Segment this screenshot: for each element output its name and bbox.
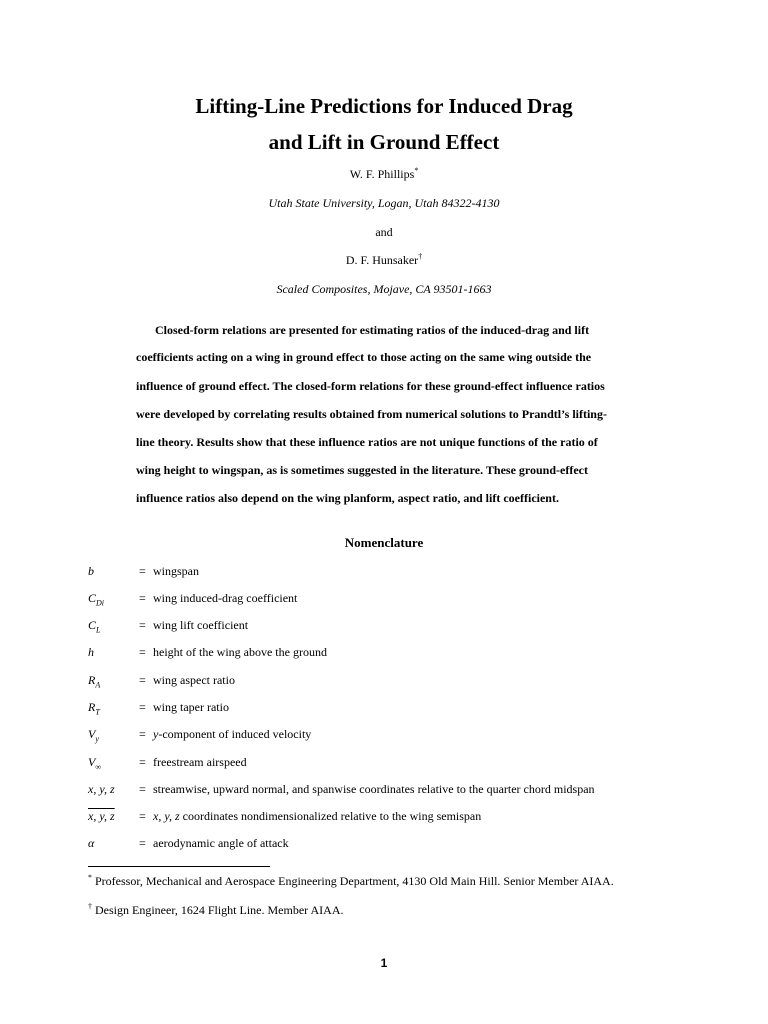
equals-sign: = xyxy=(139,727,146,741)
nomenclature-definition: y-component of induced velocity xyxy=(153,727,312,741)
equals-sign: = xyxy=(139,673,146,687)
nomenclature-definition: wing induced-drag coefficient xyxy=(153,591,298,605)
nomenclature-definition: freestream airspeed xyxy=(153,755,247,769)
author-1-name: W. F. Phillips xyxy=(349,167,415,181)
nomenclature-item xyxy=(88,700,708,716)
nomenclature-definition: wingspan xyxy=(153,564,199,578)
abstract-line: line theory. Results show that these influence ratios are not unique functions of the ratio of xyxy=(136,435,598,449)
nomenclature-definition: wing lift coefficient xyxy=(153,618,249,632)
abstract-line: influence of ground effect. The closed-form relations for these ground-effect influence ratios xyxy=(136,379,605,393)
nomenclature-definition: wing aspect ratio xyxy=(153,673,235,687)
author-2-mark: † xyxy=(418,252,423,261)
paper-title-line-1: Lifting-Line Predictions for Induced Drag xyxy=(195,94,573,118)
nomenclature-item xyxy=(88,618,708,634)
nomenclature-item xyxy=(88,727,708,743)
author-2 xyxy=(0,253,768,267)
footnote-1-text: Professor, Mechanical and Aerospace Engineering Department, 4130 Old Main Hill. Senior Member AIAA. xyxy=(95,874,614,888)
nomenclature-symbol: x, y, z xyxy=(88,809,115,823)
nomenclature-symbol: $R_A$ xyxy=(88,673,101,690)
nomenclature-symbol: h xyxy=(88,645,94,659)
nomenclature-definition: x, y, z coordinates nondimensionalized relative to the wing semispan xyxy=(153,809,482,823)
nomenclature-symbol: $C_{Di}$ xyxy=(88,591,105,608)
equals-sign: = xyxy=(139,782,146,796)
abstract-line: wing height to wingspan, as is sometimes suggested in the literature. These ground-effect xyxy=(136,463,588,477)
nomenclature-symbol: $C_L$ xyxy=(88,618,101,635)
paper-title-line-2: and Lift in Ground Effect xyxy=(268,130,500,154)
nomenclature-definition: wing taper ratio xyxy=(153,700,229,714)
author-1-affiliation: Utah State University, Logan, Utah 84322-4130 xyxy=(268,196,500,210)
abstract-line: influence ratios also depend on the wing planform, aspect ratio, and lift coefficient. xyxy=(136,491,559,505)
footnote-2-text: Design Engineer, 1624 Flight Line. Member AIAA. xyxy=(95,903,344,917)
nomenclature-symbol: $R_T$ xyxy=(88,700,100,717)
equals-sign: = xyxy=(139,618,146,632)
equals-sign: = xyxy=(139,809,146,823)
author-separator: and xyxy=(375,225,393,239)
nomenclature-symbol: $V_y$ xyxy=(88,727,99,744)
equals-sign: = xyxy=(139,836,146,850)
nomenclature-item xyxy=(88,755,708,771)
nomenclature-item xyxy=(88,645,708,661)
nomenclature-symbol: α xyxy=(88,836,95,850)
nomenclature-definition: aerodynamic angle of attack xyxy=(153,836,289,850)
nomenclature-item xyxy=(88,809,708,825)
abstract-line: coefficients acting on a wing in ground effect to those acting on the same wing outside the xyxy=(136,350,592,364)
nomenclature-definition: height of the wing above the ground xyxy=(153,645,327,659)
equals-sign: = xyxy=(139,591,146,605)
nomenclature-definition: streamwise, upward normal, and spanwise coordinates relative to the quarter chord midspan xyxy=(153,782,595,796)
nomenclature-heading: Nomenclature xyxy=(344,535,424,550)
abstract-line: Closed-form relations are presented for estimating ratios of the induced-drag and lift xyxy=(155,323,590,337)
equals-sign: = xyxy=(139,700,146,714)
equals-sign: = xyxy=(139,564,146,578)
author-2-affiliation: Scaled Composites, Mojave, CA 93501-1663 xyxy=(276,282,492,296)
nomenclature-item xyxy=(88,673,708,689)
footnote-2-mark: † xyxy=(88,902,92,911)
page-number: 1 xyxy=(380,956,388,970)
author-1-mark: * xyxy=(414,166,419,175)
nomenclature-symbol: b xyxy=(88,564,94,578)
nomenclature-item xyxy=(88,564,708,580)
footnote-2 xyxy=(88,903,708,917)
nomenclature-item xyxy=(88,836,708,852)
author-1 xyxy=(0,167,768,181)
nomenclature-item xyxy=(88,591,708,607)
nomenclature-item xyxy=(88,782,708,798)
footnote-divider xyxy=(88,866,270,867)
author-2-name: D. F. Hunsaker xyxy=(345,253,419,267)
nomenclature-symbol: x, y, z xyxy=(88,782,115,796)
footnote-1-mark: * xyxy=(88,873,92,882)
footnote-1 xyxy=(88,874,708,888)
equals-sign: = xyxy=(139,755,146,769)
abstract-line: were developed by correlating results obtained from numerical solutions to Prandtl’s lifting- xyxy=(136,407,607,421)
equals-sign: = xyxy=(139,645,146,659)
nomenclature-symbol: $V_\infty$ xyxy=(88,755,102,772)
